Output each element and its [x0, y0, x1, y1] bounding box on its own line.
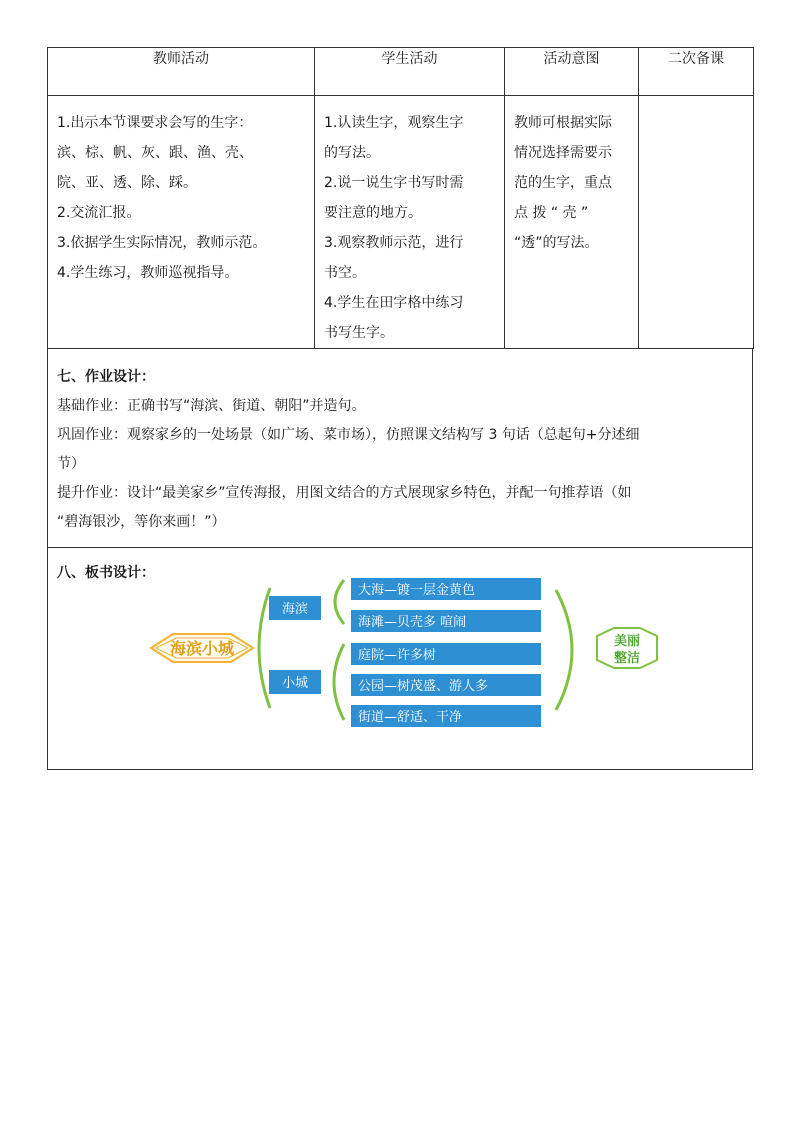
- intent-cell: [505, 96, 639, 349]
- intent-line: 点 拨 “ 壳 ”: [514, 205, 589, 221]
- second-prep-cell: [639, 96, 754, 349]
- activity-table: [47, 47, 754, 349]
- intent-line: 范的生字，重点: [514, 175, 612, 191]
- item-label: 海滩—贝壳多 喧闹: [358, 615, 467, 630]
- intent-line: “透”的写法。: [514, 235, 599, 251]
- student-line: 3.观察教师示范，进行: [324, 235, 464, 251]
- header-second-prep: 二次备课: [639, 48, 754, 96]
- teacher-line: 2.交流汇报。: [57, 205, 141, 221]
- homework-line: 节）: [57, 456, 85, 472]
- teacher-line: 3.依据学生实际情况，教师示范。: [57, 235, 267, 251]
- item-label: 公园—树茂盛、游人多: [358, 679, 489, 694]
- board-title: 八、板书设计：: [57, 565, 155, 581]
- homework-line: 提升作业：设计“最美家乡”宣传海报，用图文结合的方式展现家乡特色，并配一句推荐语（如: [57, 485, 632, 501]
- table-header-row: [48, 48, 754, 96]
- teacher-activities-cell: [48, 96, 315, 349]
- student-activities-cell: [315, 96, 505, 349]
- sub-bracket: [335, 580, 344, 624]
- branch-label-xiaocheng: 小城: [281, 676, 309, 691]
- teacher-line: 院、亚、透、除、踩。: [57, 175, 197, 191]
- student-line: 2.说一说生字书写时需: [324, 175, 464, 191]
- teacher-line: 滨、棕、帆、灰、跟、渔、壳、: [57, 145, 253, 161]
- header-student: 学生活动: [315, 48, 505, 96]
- lesson-plan-page: [47, 47, 753, 770]
- sub-bracket: [334, 644, 344, 720]
- header-intent: 活动意图: [505, 48, 639, 96]
- summary-line1: 美丽: [613, 634, 641, 649]
- teacher-line: 4.学生练习，教师巡视指导。: [57, 265, 239, 281]
- homework-line: “碧海银沙，等你来画！”）: [57, 514, 226, 530]
- intent-line: 情况选择需要示: [514, 145, 612, 161]
- summary-line2: 整洁: [613, 651, 641, 666]
- student-line: 1.认读生字，观察生字: [324, 115, 464, 131]
- teacher-line: 1.出示本节课要求会写的生字：: [57, 115, 253, 131]
- branch-label-haibin: 海滨: [281, 602, 309, 617]
- board-design-section: [47, 548, 753, 770]
- item-label: 大海—镀一层金黄色: [358, 583, 476, 598]
- homework-line: 基础作业：正确书写“海滨、街道、朝阳”并造句。: [57, 398, 366, 414]
- board-diagram: [48, 548, 752, 769]
- table-row: [48, 96, 754, 349]
- header-teacher: 教师活动: [48, 48, 315, 96]
- student-line: 的写法。: [324, 145, 380, 161]
- homework-section: [47, 349, 753, 548]
- intent-line: 教师可根据实际: [514, 115, 612, 131]
- left-bracket: [259, 588, 270, 708]
- homework-title: 七、作业设计：: [57, 369, 155, 385]
- center-label: 海滨小城: [169, 639, 235, 658]
- right-bracket: [556, 590, 572, 710]
- homework-line: 巩固作业：观察家乡的一处场景（如广场、菜市场），仿照课文结构写 3 句话（总起句+分述细: [57, 427, 640, 443]
- item-label: 街道—舒适、干净: [358, 710, 463, 725]
- student-line: 书空。: [324, 265, 366, 281]
- student-line: 要注意的地方。: [324, 205, 422, 221]
- student-line: 书写生字。: [324, 325, 394, 341]
- student-line: 4.学生在田字格中练习: [324, 295, 464, 311]
- item-label: 庭院—许多树: [358, 648, 437, 663]
